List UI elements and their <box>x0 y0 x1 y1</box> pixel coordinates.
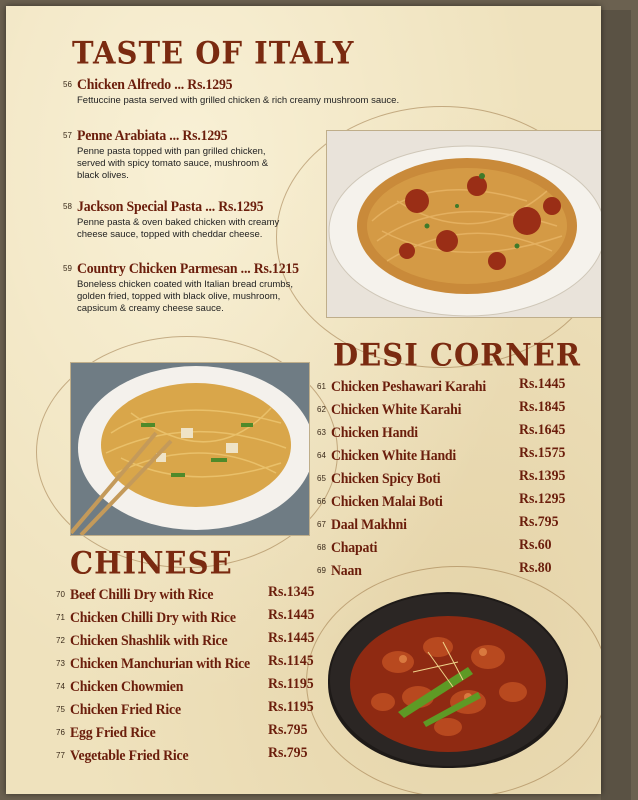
section-title-chinese: CHINESE <box>70 545 233 581</box>
chowmein-noodles-photo <box>70 362 310 536</box>
menu-item <box>317 445 467 467</box>
menu-item <box>56 745 199 767</box>
noodle-bowl-icon <box>71 363 309 535</box>
item-name: Daal Makhni <box>331 517 407 533</box>
item-name: Chicken Chilli Dry with Rice <box>70 610 236 626</box>
item-name: Vegetable Fried Rice <box>70 748 189 764</box>
item-description: Penne pasta & oven baked chicken with creamy cheese sauce, topped with cheddar cheese. <box>77 217 280 240</box>
item-number: 76 <box>56 728 65 737</box>
item-number: 62 <box>317 405 326 414</box>
item-name: Chicken Manchurian with Rice <box>70 656 251 672</box>
item-number: 65 <box>317 474 326 483</box>
item-number: 72 <box>56 636 65 645</box>
item-price: Rs.795 <box>268 745 308 761</box>
item-number: 71 <box>56 613 65 622</box>
menu-item <box>56 607 250 629</box>
item-number: 61 <box>317 382 326 391</box>
item-name: Chicken Peshawari Karahi <box>331 379 487 395</box>
item-number: 73 <box>56 659 65 668</box>
section-title-italy: TASTE OF ITALY <box>72 35 355 71</box>
menu-item <box>63 125 363 182</box>
menu-item <box>56 630 241 652</box>
item-price: Rs.1445 <box>268 630 315 646</box>
item-description: Fettuccine pasta served with grilled chicken & rich creamy mushroom sauce. <box>77 95 400 106</box>
item-number: 63 <box>317 428 326 437</box>
menu-item <box>56 722 163 744</box>
menu-item <box>317 560 364 582</box>
menu-item <box>63 196 363 241</box>
item-number: 77 <box>56 751 65 760</box>
item-name: Jackson Special Pasta ... Rs.1295 <box>77 199 264 215</box>
karahi-pan-icon <box>328 592 568 768</box>
item-name: Chicken Chowmien <box>70 679 184 695</box>
item-name: Chicken Shashlik with Rice <box>70 633 228 649</box>
item-price: Rs.1845 <box>519 399 566 415</box>
item-price: Rs.795 <box>268 722 308 738</box>
item-number: 75 <box>56 705 65 714</box>
item-number: 74 <box>56 682 65 691</box>
item-name: Naan <box>331 563 362 579</box>
item-number: 70 <box>56 590 65 599</box>
menu-item <box>63 74 483 107</box>
item-name: Chicken Handi <box>331 425 418 441</box>
item-price: Rs.80 <box>519 560 552 576</box>
spaghetti-plate-icon <box>327 131 601 317</box>
item-name: Chicken Spicy Boti <box>331 471 441 487</box>
item-price: Rs.1145 <box>268 653 314 669</box>
item-name: Chicken White Handi <box>331 448 457 464</box>
item-number: 67 <box>317 520 326 529</box>
item-number: 59 <box>63 264 72 273</box>
item-number: 69 <box>317 566 326 575</box>
menu-item <box>56 584 226 606</box>
menu-item <box>317 537 381 559</box>
item-price: Rs.1195 <box>268 699 314 715</box>
page-shadow <box>601 10 631 800</box>
item-number: 68 <box>317 543 326 552</box>
item-price: Rs.1575 <box>519 445 566 461</box>
item-name: Chapati <box>331 540 378 556</box>
item-price: Rs.1345 <box>268 584 315 600</box>
item-price: Rs.1195 <box>268 676 314 692</box>
item-name: Penne Arabiata ... Rs.1295 <box>77 128 228 144</box>
menu-item <box>317 422 426 444</box>
item-price: Rs.1295 <box>519 491 566 507</box>
menu-item <box>56 653 266 675</box>
item-description: Penne pasta topped with pan grilled chicken, served with spicy tomato sauce, mushroom & black olives. <box>77 146 269 181</box>
item-name: Country Chicken Parmesan ... Rs.1215 <box>77 261 299 277</box>
chicken-karahi-photo <box>328 592 568 768</box>
item-name: Egg Fried Rice <box>70 725 156 741</box>
spaghetti-bolognese-photo <box>326 130 601 318</box>
item-price: Rs.60 <box>519 537 552 553</box>
menu-item <box>317 514 413 536</box>
section-title-desi: DESI CORNER <box>333 337 582 373</box>
item-number: 57 <box>63 131 72 140</box>
item-price: Rs.1445 <box>268 607 315 623</box>
item-number: 56 <box>63 80 72 89</box>
item-price: Rs.1445 <box>519 376 566 392</box>
item-name: Chicken Fried Rice <box>70 702 181 718</box>
menu-item <box>56 699 191 721</box>
menu-page <box>6 6 601 794</box>
item-name: Beef Chilli Dry with Rice <box>70 587 214 603</box>
item-number: 66 <box>317 497 326 506</box>
item-number: 58 <box>63 202 72 211</box>
item-price: Rs.1395 <box>519 468 566 484</box>
item-price: Rs.795 <box>519 514 559 530</box>
item-name: Chicken Alfredo ... Rs.1295 <box>77 77 233 93</box>
menu-item <box>63 258 363 315</box>
item-description: Boneless chicken coated with Italian bread crumbs, golden fried, topped with black olive, mushroom, capsicum & creamy cheese sauce. <box>77 279 293 314</box>
menu-item <box>317 468 450 490</box>
item-name: Chicken Malai Boti <box>331 494 443 510</box>
item-number: 64 <box>317 451 326 460</box>
menu-item <box>317 491 452 513</box>
menu-item <box>317 399 473 421</box>
item-name: Chicken White Karahi <box>331 402 462 418</box>
menu-item <box>56 676 193 698</box>
item-price: Rs.1645 <box>519 422 566 438</box>
menu-item <box>317 376 500 398</box>
